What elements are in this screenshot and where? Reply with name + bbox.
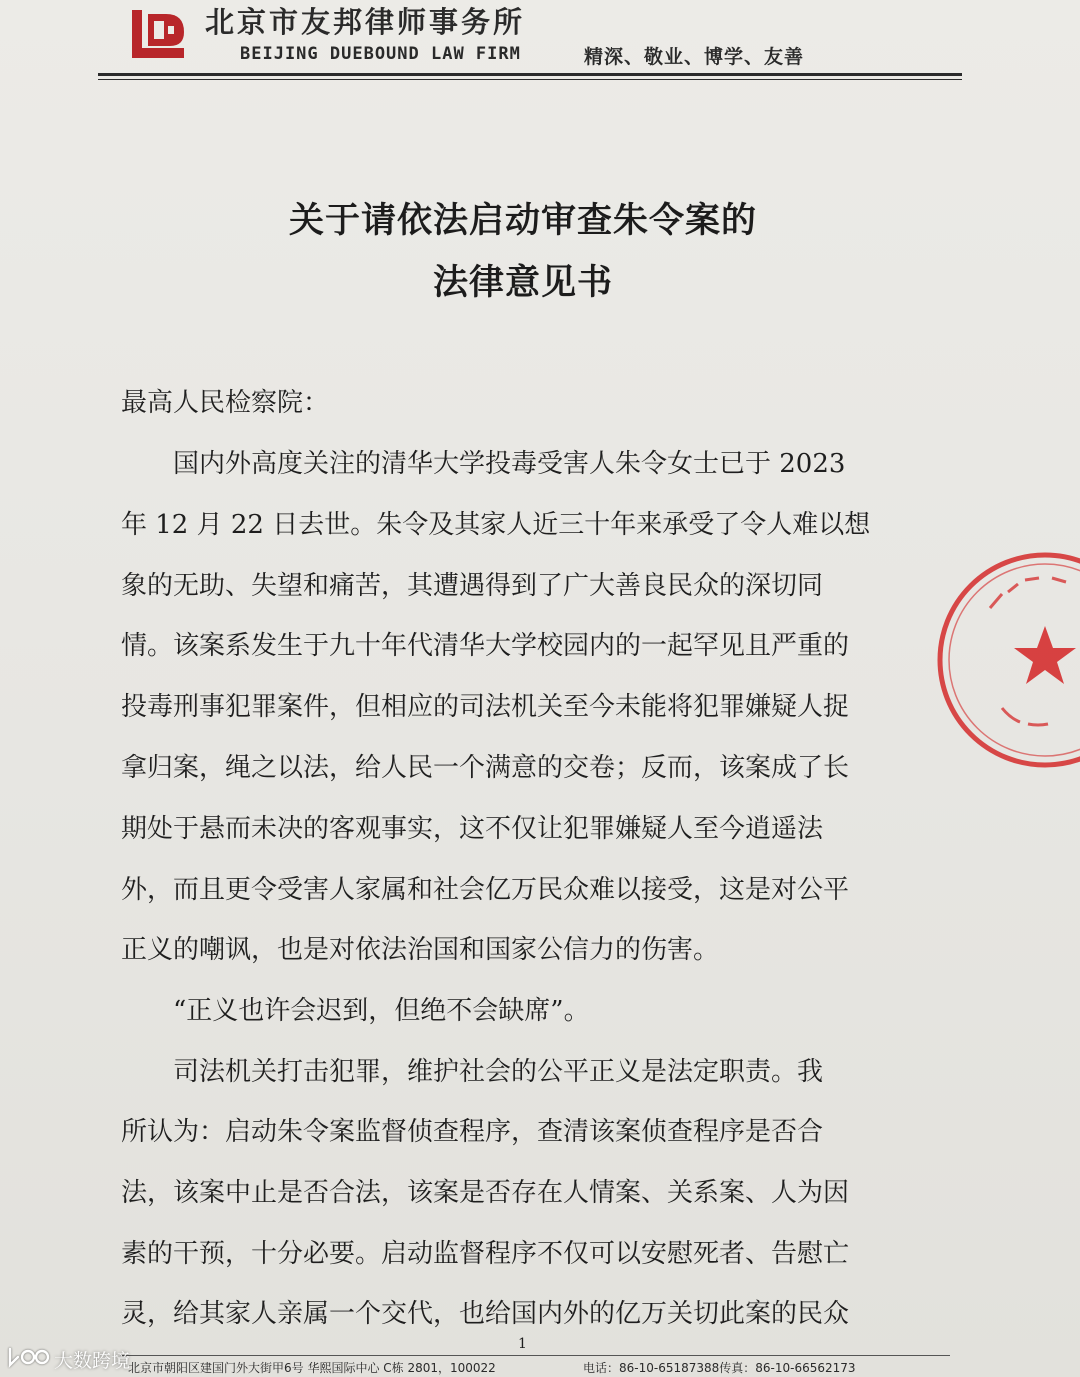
header-rule-thick (98, 73, 962, 76)
header-rule-thin (98, 79, 962, 80)
body-line: 情。该案系发生于九十年代清华大学校园内的一起罕见且严重的 (121, 631, 850, 661)
law-firm-logo-icon (128, 6, 188, 62)
body-line: 期处于悬而未决的客观事实，这不仅让犯罪嫌疑人至今逍遥法 (121, 814, 824, 844)
firm-motto: 精深、敬业、博学、友善 (584, 46, 805, 68)
footer-rule (120, 1355, 950, 1356)
firm-name-chinese: 北京市友邦律师事务所 (205, 5, 526, 39)
body-line: 法，该案中止是否合法，该案是否存在人情案、关系案、人为因 (121, 1178, 850, 1208)
body-line: 象的无助、失望和痛苦，其遭遇得到了广大善良民众的深切同 (121, 571, 824, 601)
body-line: 年 12 月 22 日去世。朱令及其家人近三十年来承受了令人难以想 (121, 510, 871, 540)
body-line: 国内外高度关注的清华大学投毒受害人朱令女士已于 2023 (121, 449, 846, 479)
watermark (6, 1343, 146, 1373)
document-title-line-1: 关于请依法启动审查朱令案的 (288, 200, 757, 241)
watermark-logo-icon (6, 1345, 52, 1369)
official-seal-stamp-icon (930, 548, 1080, 773)
firm-name-english: BEIJING DUEBOUND LAW FIRM (240, 44, 521, 64)
body-line: 灵，给其家人亲属一个交代，也给国内外的亿万关切此案的民众 (121, 1299, 850, 1329)
body-line: 司法机关打击犯罪，维护社会的公平正义是法定职责。我 (121, 1057, 824, 1087)
body-line: 素的干预，十分必要。启动监督程序不仅可以安慰死者、告慰亡 (121, 1239, 850, 1269)
body-line: 投毒刑事犯罪案件，但相应的司法机关至今未能将犯罪嫌疑人捉 (121, 692, 850, 722)
body-line: 外，而且更令受害人家属和社会亿万民众难以接受，这是对公平 (121, 875, 850, 905)
body-line: 正义的嘲讽，也是对依法治国和国家公信力的伤害。 (121, 935, 720, 965)
footer-phone-fax: 电话：86-10-65187388传真：86-10-66562173 (583, 1361, 856, 1375)
body-line: “正义也许会迟到，但绝不会缺席”。 (121, 996, 590, 1026)
page-number: 1 (518, 1336, 527, 1352)
salutation: 最高人民检察院： (121, 388, 330, 418)
letterhead (0, 0, 1080, 85)
body-line: 所认为：启动朱令案监督侦查程序，查清该案侦查程序是否合 (121, 1117, 824, 1147)
body-line: 拿归案，绳之以法，给人民一个满意的交卷；反而，该案成了长 (121, 753, 850, 783)
footer-address: 北京市朝阳区建国门外大街甲6号 华熙国际中心 C栋 2801，100022 (128, 1361, 496, 1375)
document-title-line-2: 法律意见书 (432, 262, 613, 303)
watermark-text: 大数跨境 (54, 1350, 131, 1372)
